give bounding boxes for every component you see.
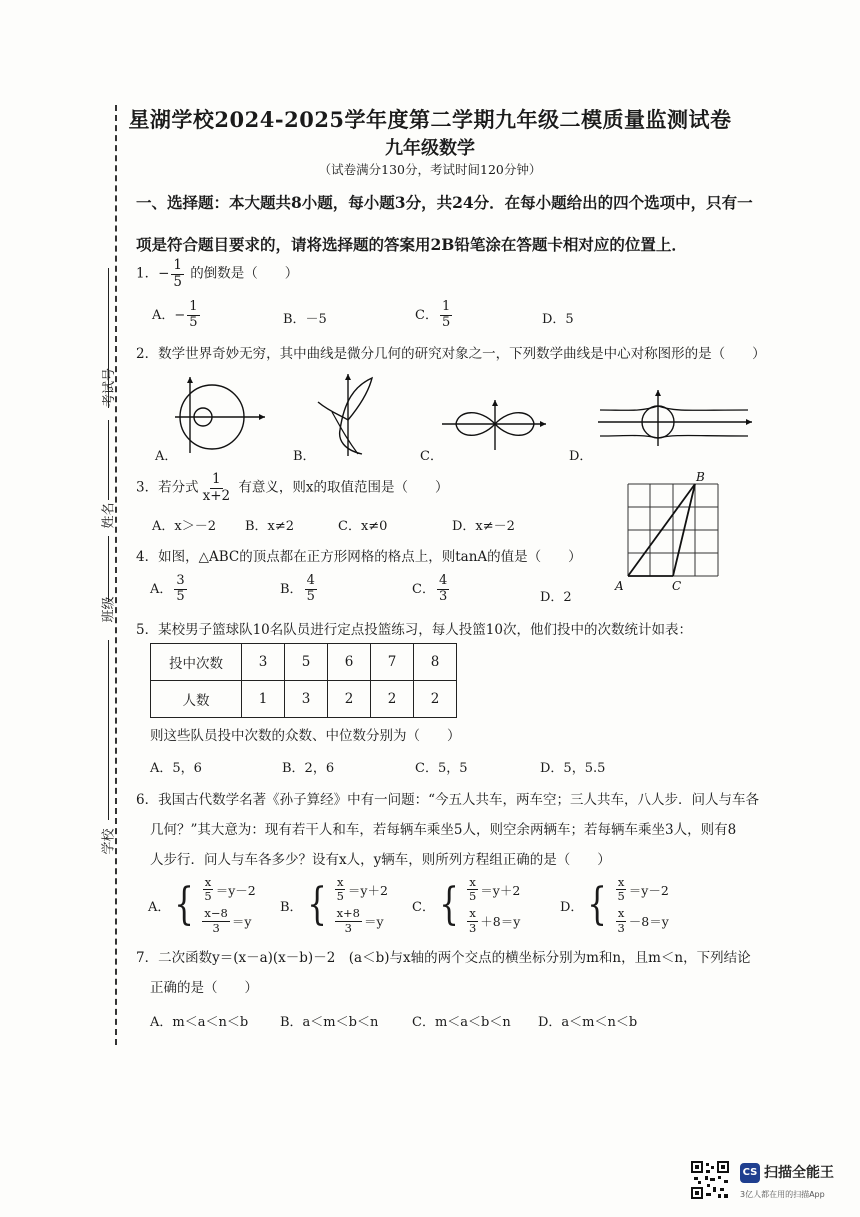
question-6-line-2: 几何？”其大意为：现有若干人和车，若每辆车乘坐5人，则空余两辆车；若每辆车乘坐3人，则有8 <box>150 822 737 838</box>
q4-grid-figure <box>612 470 724 594</box>
q5-option-c[interactable]: C．5，5 <box>415 761 468 776</box>
q5-question: 则这些队员投中次数的众数、中位数分别为（ ） <box>150 728 461 744</box>
section-1-line-2: 项是符合题目要求的，请将选择题的答案用2B铅笔涂在答题卡相对应的位置上． <box>136 235 687 254</box>
section-1-line-1: 一、选择题：本大题共8小题，每小题3分，共24分．在每小题给出的四个选项中，只有一 <box>136 193 753 212</box>
question-5: 5．某校男子篮球队10名队员进行定点投篮练习，每人投篮10次，他们投中的次数统计如表： <box>136 622 692 638</box>
q4-label-a: A <box>615 579 624 593</box>
q4-option-d[interactable]: D．2 <box>540 590 572 605</box>
q2-curve-d-figure <box>596 388 756 448</box>
q2-option-b[interactable]: B． <box>293 449 316 464</box>
section-1-instructions <box>136 182 776 266</box>
question-2: 2．数学世界奇妙无穷，其中曲线是微分几何的研究对象之一，下列数学曲线是中心对称图形的是（ ） <box>136 346 766 362</box>
side-label-name: 姓名 <box>101 502 117 529</box>
qr-code-icon <box>690 1160 730 1200</box>
q1-number: 1． <box>136 265 159 282</box>
q7-option-a[interactable]: A．m＜a＜n＜b <box>150 1015 249 1030</box>
q2-option-a[interactable]: A． <box>155 449 178 464</box>
question-6-line-3: 人步行．问人与车各多少？设有x人，y辆车，则所列方程组正确的是（ ） <box>150 852 611 868</box>
q2-curve-b-figure <box>310 372 390 457</box>
q2-option-d[interactable]: D． <box>569 449 593 464</box>
q5-table <box>150 643 457 718</box>
q7-option-d[interactable]: D．a＜m＜n＜b <box>538 1015 638 1030</box>
side-line-name <box>108 420 109 500</box>
side-label-class: 班级 <box>101 596 117 623</box>
q4-label-c: C <box>672 579 682 593</box>
question-4: 4．如图，△ABC的顶点都在正方形网格的格点上，则tanA的值是（ ） <box>136 549 582 565</box>
q4-label-b: B <box>696 470 705 484</box>
q5-option-b[interactable]: B．2，6 <box>282 761 335 776</box>
q6-option-d[interactable]: D． { $\frac{x}{5}$ ＝y－2 $\frac{x}{3}$ －8＝y <box>560 875 669 935</box>
camscanner-logo: CS <box>740 1163 760 1183</box>
q1-minus: − <box>158 265 170 282</box>
q3-option-a[interactable]: A．x＞－2 <box>152 519 216 534</box>
exam-note: （试卷满分130分，考试时间120分钟） <box>318 162 542 177</box>
camscanner-name: 扫描全能王 <box>764 1165 834 1181</box>
binding-dashed-line <box>115 105 117 1045</box>
q4-option-b[interactable]: B． $\frac{4}{5}$ <box>280 573 315 604</box>
q1-option-a[interactable]: A．− $\frac{1}{5}$ <box>152 299 198 330</box>
exam-title: 星湖学校2024-2025学年度第二学期九年级二模质量监测试卷 <box>128 107 732 132</box>
q6-option-c[interactable]: C． { $\frac{x}{5}$ ＝y＋2 $\frac{x}{3}$ ＋8＝y <box>412 875 521 935</box>
side-line-school <box>108 640 109 820</box>
q3-option-b[interactable]: B．x≠2 <box>245 519 295 534</box>
q5-option-d[interactable]: D．5，5.5 <box>540 761 606 776</box>
question-7-line-2: 正确的是（ ） <box>150 980 258 996</box>
q1-option-d[interactable]: D．5 <box>542 312 574 327</box>
q2-option-c[interactable]: C． <box>420 449 443 464</box>
question-6-line-1: 6．我国古代数学名著《孙子算经》中有一问题：“今五人共车，两车空；三人共车，八人步．问人与车各 <box>136 792 759 808</box>
camscanner-tagline: 3亿人都在用的扫描App <box>740 1190 825 1199</box>
q7-option-b[interactable]: B．a＜m＜b＜n <box>280 1015 379 1030</box>
q4-option-a[interactable]: A． $\frac{3}{5}$ <box>150 573 185 604</box>
q1-text: 的倒数是（ ） <box>190 265 299 282</box>
q2-curve-c-figure <box>440 398 550 452</box>
q2-curve-a-figure <box>170 375 270 455</box>
question-7-line-1: 7．二次函数y＝(x－a)(x－b)－2 (a＜b)与x轴的两个交点的横坐标分别为m和n，且m＜n，下列结论 <box>136 950 751 966</box>
q3-number: 3．若分式 <box>136 479 199 496</box>
q3-fraction: $\frac{1}{x+2}$ <box>202 471 231 504</box>
q3-option-c[interactable]: C．x≠0 <box>338 519 388 534</box>
exam-subtitle: 九年级数学 <box>385 138 475 159</box>
side-line-class <box>108 536 109 602</box>
q7-option-c[interactable]: C．m＜a＜b＜n <box>412 1015 511 1030</box>
q3-option-d[interactable]: D．x≠－2 <box>452 519 515 534</box>
q6-option-b[interactable]: B． { $\frac{x}{5}$ ＝y＋2 $\frac{x+8}{3}$ ＝y <box>280 875 388 935</box>
q1-option-b[interactable]: B．－5 <box>283 312 327 327</box>
side-label-exam-no: 考试号 <box>102 367 118 408</box>
side-label-school: 学校 <box>101 828 117 855</box>
q3-text: 有意义，则x的取值范围是（ ） <box>238 479 449 496</box>
table-row: 投中次数 3 5 6 7 8 <box>151 644 457 681</box>
q6-option-a[interactable]: A． { $\frac{x}{5}$ ＝y－2 $\frac{x-8}{3}$ ＝y <box>148 875 256 935</box>
question-3 <box>136 472 449 504</box>
q1-fraction: $\frac{1}{5}$ <box>173 257 182 290</box>
q1-option-c[interactable]: C． $\frac{1}{5}$ <box>415 299 451 330</box>
q4-option-c[interactable]: C． $\frac{4}{3}$ <box>412 573 448 604</box>
question-1 <box>136 258 298 290</box>
table-row: 人数 1 3 2 2 2 <box>151 681 457 718</box>
q5-option-a[interactable]: A．5，6 <box>150 761 202 776</box>
